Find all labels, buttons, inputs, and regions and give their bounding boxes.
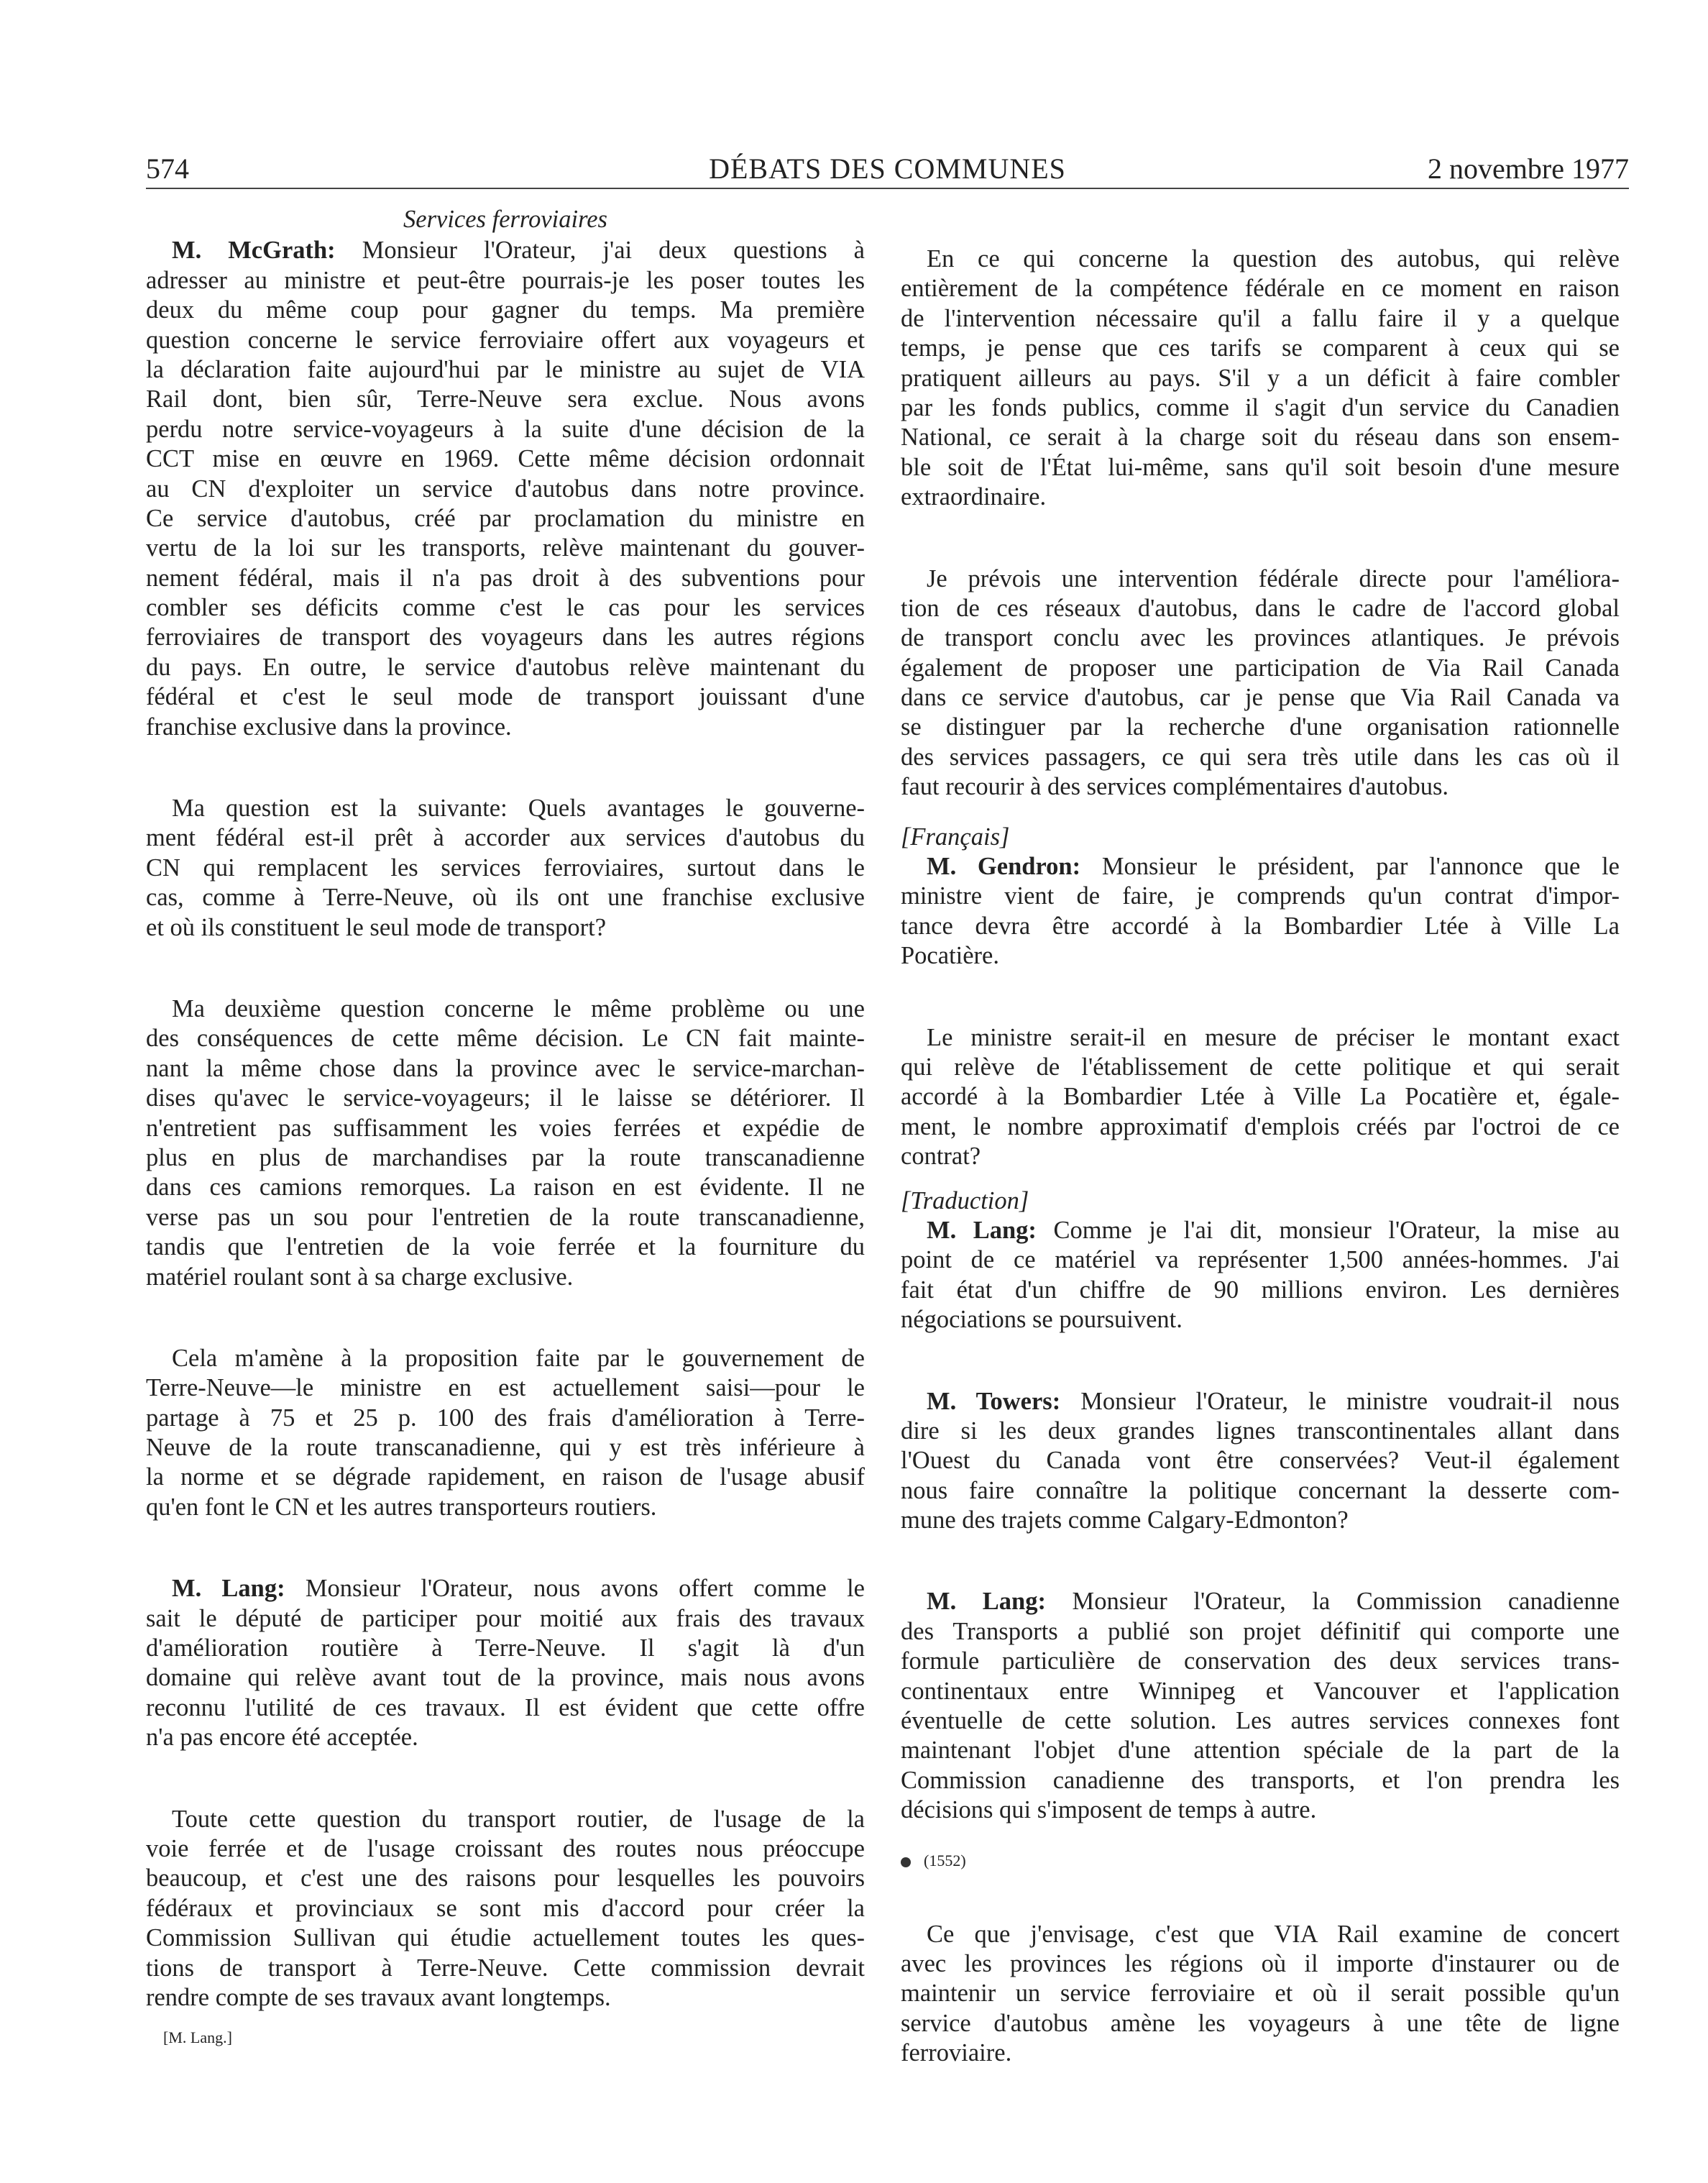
paragraph-sullivan bbox=[146, 1805, 865, 2013]
text-line: faut recourir à des services complémentaires d'autobus. bbox=[901, 773, 1449, 801]
text-line: ble soit de l'État lui-même, sans qu'il soit besoin d'une mesure bbox=[901, 453, 1620, 481]
text-line: des Transports a publié son projet définitif qui comporte une bbox=[901, 1617, 1620, 1645]
paragraph-autobus bbox=[901, 244, 1620, 513]
text-line: négociations se poursuivent. bbox=[901, 1306, 1183, 1334]
text-line: service d'autobus amène les voyageurs à une tête de ligne bbox=[901, 2009, 1620, 2037]
text-line: cas, comme à Terre-Neuve, où ils ont une franchise exclusive bbox=[146, 884, 865, 912]
text-line: ment fédéral est-il prêt à accorder aux services d'autobus du bbox=[146, 824, 865, 852]
text-line: la déclaration faite aujourd'hui par le ministre au sujet de VIA bbox=[146, 355, 865, 383]
text-line: beaucoup, et c'est une des raisons pour lesquelles les pouvoirs bbox=[146, 1864, 865, 1893]
text-line: CN qui remplacent les services ferroviaires, surtout dans le bbox=[146, 853, 865, 882]
text-line: Neuve de la route transcanadienne, qui y est très inférieure à bbox=[146, 1434, 865, 1462]
text-line: CCT mise en œuvre en 1969. Cette même décision ordonnait bbox=[146, 445, 865, 473]
text-line: contrat? bbox=[901, 1143, 981, 1171]
text-line: des conséquences de cette même décision. Le CN fait mainte- bbox=[146, 1025, 865, 1053]
speaker-name: M. McGrath: bbox=[172, 237, 336, 265]
text-line: Je prévois une intervention fédérale directe pour l'améliora- bbox=[927, 564, 1620, 592]
text-line: de l'intervention nécessaire qu'il a fallu faire il y a quelque bbox=[901, 304, 1620, 332]
text-line: M. McGrath: Monsieur l'Orateur, j'ai deux questions à bbox=[172, 237, 865, 265]
text-line: des services passagers, ce qui sera très utile dans les cas où il bbox=[901, 743, 1620, 771]
text-line: deux du même coup pour gagner du temps. Ma première bbox=[146, 296, 865, 324]
text-line: dans ce service d'autobus, car je pense que Via Rail Canada va bbox=[901, 684, 1620, 712]
text-line: fédéraux et provinciaux se sont mis d'accord pour créer la bbox=[146, 1894, 865, 1922]
text-line: continentaux entre Winnipeg et Vancouver et l'application bbox=[901, 1677, 1620, 1705]
speaker-name: M. Lang: bbox=[172, 1575, 285, 1603]
text-line: Pocatière. bbox=[901, 942, 999, 970]
text-line: franchise exclusive dans la province. bbox=[146, 713, 512, 741]
paragraph-intervention bbox=[901, 564, 1620, 802]
text-line: ferroviaires de transport des voyageurs dans les autres régions bbox=[146, 623, 865, 651]
text-line: Commission Sullivan qui étudie actuellement toutes les ques- bbox=[146, 1924, 865, 1952]
text-line: entièrement de la compétence fédérale en ce moment en raison bbox=[901, 275, 1620, 303]
text-line: du pays. En outre, le service d'autobus relève maintenant du bbox=[146, 653, 865, 681]
text-line: question concerne le service ferroviaire offert aux voyageurs et bbox=[146, 326, 865, 354]
text-line: combler ses déficits comme c'est le cas pour les services bbox=[146, 594, 865, 622]
text-line: Terre-Neuve—le ministre en est actuellement saisi—pour le bbox=[146, 1374, 865, 1402]
text-line: dises qu'avec le service-voyageurs; il le laisse se détériorer. Il bbox=[146, 1084, 865, 1112]
text-line: domaine qui relève avant tout de la province, mais nous avons bbox=[146, 1664, 865, 1692]
page-header bbox=[146, 151, 1629, 187]
text-line: ministre vient de faire, je comprends qu'un contrat d'impor- bbox=[901, 882, 1620, 910]
text-line: accordé à la Bombardier Ltée à Ville La Pocatière et, égale- bbox=[901, 1083, 1620, 1111]
text-line: sait le député de participer pour moitié aux frais des travaux bbox=[146, 1604, 865, 1632]
text-line: nement fédéral, mais il n'a pas droit à des subventions pour bbox=[146, 564, 865, 592]
text-line: En ce qui concerne la question des autobus, qui relève bbox=[927, 245, 1620, 273]
text-line: maintenir un service ferroviaire et où il serait possible qu'un bbox=[901, 1980, 1620, 2008]
text-line: Ce que j'envisage, c'est que VIA Rail examine de concert bbox=[927, 1920, 1620, 1948]
text-line: tandis que l'entretien de la voie ferrée et la fourniture du bbox=[146, 1233, 865, 1261]
language-tag-traduction bbox=[901, 1186, 1620, 1216]
text-line: temps, je pense que ces tarifs se comparent à ceux qui se bbox=[901, 334, 1620, 362]
journal-title: DÉBATS DES COMMUNES bbox=[709, 152, 1066, 185]
speaker-name: M. Towers: bbox=[927, 1387, 1061, 1415]
text-line: National, ce serait à la charge soit du réseau dans son ensem- bbox=[901, 424, 1620, 452]
text-line: également de proposer une participation de Via Rail Canada bbox=[901, 654, 1620, 682]
text-line: voie ferrée et de l'usage croissant des routes nous préoccupe bbox=[146, 1834, 865, 1862]
text-line: Ma question est la suivante: Quels avantages le gouverne- bbox=[172, 795, 865, 823]
text-line: qui relève de l'établissement de cette politique et qui serait bbox=[901, 1053, 1620, 1081]
text-line: M. Towers: Monsieur l'Orateur, le ministre voudrait-il nous bbox=[927, 1387, 1620, 1415]
paragraph-proposition bbox=[146, 1344, 865, 1522]
text-line: M. Lang: Monsieur l'Orateur, la Commission canadienne bbox=[927, 1588, 1620, 1616]
text-line: vertu de la loi sur les transports, relève maintenant du gouver- bbox=[146, 534, 865, 562]
header-rule bbox=[146, 188, 1629, 189]
text-line: maintenant l'objet d'une attention spéciale de la part de la bbox=[901, 1736, 1620, 1765]
text-line: décisions qui s'imposent de temps à autre. bbox=[901, 1796, 1317, 1824]
page-date: 2 novembre 1977 bbox=[1428, 152, 1629, 185]
text-line: point de ce matériel va représenter 1,500 années-hommes. J'ai bbox=[901, 1246, 1620, 1274]
text-line: reconnu l'utilité de ces travaux. Il est évident que cette offre bbox=[146, 1693, 865, 1721]
paragraph-question bbox=[146, 794, 865, 943]
text-line: verse pas un sou pour l'entretien de la route transcanadienne, bbox=[146, 1203, 865, 1231]
speaker-name: M. Lang: bbox=[927, 1216, 1037, 1244]
text-line: se distinguer par la recherche d'une organisation rationnelle bbox=[901, 713, 1620, 741]
text-line: pratiquent ailleurs au pays. S'il y a un déficit à faire combler bbox=[901, 364, 1620, 392]
text-line: l'Ouest du Canada vont être conservées? Veut-il également bbox=[901, 1447, 1620, 1475]
right-column bbox=[901, 244, 1620, 2069]
text-line: dire si les deux grandes lignes transcontinentales allant dans bbox=[901, 1417, 1620, 1445]
text-line: n'a pas encore été acceptée. bbox=[146, 1724, 418, 1752]
text-line: tance devra être accordé à la Bombardier Ltée à Ville La bbox=[901, 912, 1620, 940]
text-line: la norme et se dégrade rapidement, en raison de l'usage abusif bbox=[146, 1463, 865, 1491]
text-line: d'amélioration routière à Terre-Neuve. Il s'agit là d'un bbox=[146, 1634, 865, 1662]
text-line: Ce service d'autobus, créé par proclamation du ministre en bbox=[146, 504, 865, 532]
speaker-name: M. Gendron: bbox=[927, 853, 1081, 881]
paragraph-lang-commission bbox=[901, 1587, 1620, 1825]
text-line: perdu notre service-voyageurs à la suite d'une décision de la bbox=[146, 415, 865, 443]
text-line: ferroviaire. bbox=[901, 2039, 1012, 2067]
paragraph-lang-reply bbox=[146, 1574, 865, 1752]
text-line: extraordinaire. bbox=[901, 483, 1047, 511]
text-line: adresser au ministre et peut-être pourrais-je les poser toutes les bbox=[146, 266, 865, 294]
text-line: tions de transport à Terre-Neuve. Cette commission devrait bbox=[146, 1954, 865, 1982]
text-line: M. Gendron: Monsieur le président, par l'annonce que le bbox=[927, 853, 1620, 881]
left-column bbox=[146, 205, 865, 2053]
text-line: et où ils constituent le seul mode de transport? bbox=[146, 913, 607, 941]
text-line: rendre compte de ses travaux avant longtemps. bbox=[146, 1983, 611, 2011]
text-line: nant la même chose dans la province avec le service-marchan- bbox=[146, 1054, 865, 1082]
text-line: tion de ces réseaux d'autobus, dans le cadre de l'accord global bbox=[901, 594, 1620, 622]
text-line: par les fonds publics, comme il s'agit d'un service du Canadien bbox=[901, 393, 1620, 421]
time-marker: (1552) bbox=[901, 1846, 1620, 1875]
paragraph-lang-answer bbox=[901, 1216, 1620, 1335]
language-tag: [Traduction] bbox=[901, 1186, 1029, 1214]
text-line: nous faire connaître la politique concernant la desserte com- bbox=[901, 1476, 1620, 1504]
paragraph-mcgrath bbox=[146, 236, 865, 742]
text-line: ment, le nombre approximatif d'emplois créés par l'octroi de ce bbox=[901, 1112, 1620, 1140]
text-line: au CN d'exploiter un service d'autobus dans notre province. bbox=[146, 475, 865, 503]
language-tag: [Français] bbox=[901, 823, 1010, 851]
text-line: M. Lang: Comme je l'ai dit, monsieur l'Orateur, la mise au bbox=[927, 1216, 1620, 1244]
text-line: plus en plus de marchandises par la route transcanadienne bbox=[146, 1143, 865, 1171]
speaker-name: M. Lang: bbox=[927, 1588, 1046, 1616]
paragraph-montant bbox=[901, 1023, 1620, 1172]
text-line: n'entretient pas suffisamment les voies ferrées et expédie de bbox=[146, 1114, 865, 1142]
text-line: Toute cette question du transport routier, de l'usage de la bbox=[172, 1805, 865, 1833]
text-line: avec les provinces les régions où il importe d'instaurer ou de bbox=[901, 1949, 1620, 1977]
text-line: fédéral et c'est le seul mode de transport jouissant d'une bbox=[146, 683, 865, 711]
paragraph-via-rail bbox=[901, 1920, 1620, 2069]
text-line: éventuelle de cette solution. Les autres services connexes font bbox=[901, 1707, 1620, 1735]
text-line: dans ces camions remorques. La raison en est évidente. Il ne bbox=[146, 1173, 865, 1202]
paragraph-towers bbox=[901, 1387, 1620, 1536]
text-line: partage à 75 et 25 p. 100 des frais d'amélioration à Terre- bbox=[146, 1404, 865, 1432]
text-line: fait état d'un chiffre de 90 millions environ. Les dernières bbox=[901, 1276, 1620, 1304]
text-line: Le ministre serait-il en mesure de préciser le montant exact bbox=[927, 1023, 1620, 1051]
text-line: de transport conclu avec les provinces atlantiques. Je prévois bbox=[901, 624, 1620, 652]
text-line: mune des trajets comme Calgary-Edmonton? bbox=[901, 1506, 1349, 1534]
section-heading: Services ferroviaires bbox=[403, 206, 607, 233]
text-line: Rail dont, bien sûr, Terre-Neuve sera exclue. Nous avons bbox=[146, 385, 865, 413]
text-line: matériel roulant sont à sa charge exclusive. bbox=[146, 1263, 574, 1291]
bullet-icon bbox=[901, 1857, 911, 1867]
text-line: formule particulière de conservation des deux services trans- bbox=[901, 1647, 1620, 1675]
page-number: 574 bbox=[146, 152, 189, 185]
text-line: Cela m'amène à la proposition faite par le gouvernement de bbox=[172, 1344, 865, 1372]
paragraph-second-question bbox=[146, 994, 865, 1292]
language-tag-francais bbox=[901, 823, 1620, 852]
text-line: Commission canadienne des transports, et l'on prendra les bbox=[901, 1766, 1620, 1794]
paragraph-gendron bbox=[901, 852, 1620, 971]
speaker-signature: [M. Lang.] bbox=[163, 2028, 232, 2047]
text-line: qu'en font le CN et les autres transporteurs routiers. bbox=[146, 1493, 657, 1521]
text-line: Ma deuxième question concerne le même problème ou une bbox=[172, 995, 865, 1022]
text-line: M. Lang: Monsieur l'Orateur, nous avons offert comme le bbox=[172, 1575, 865, 1603]
